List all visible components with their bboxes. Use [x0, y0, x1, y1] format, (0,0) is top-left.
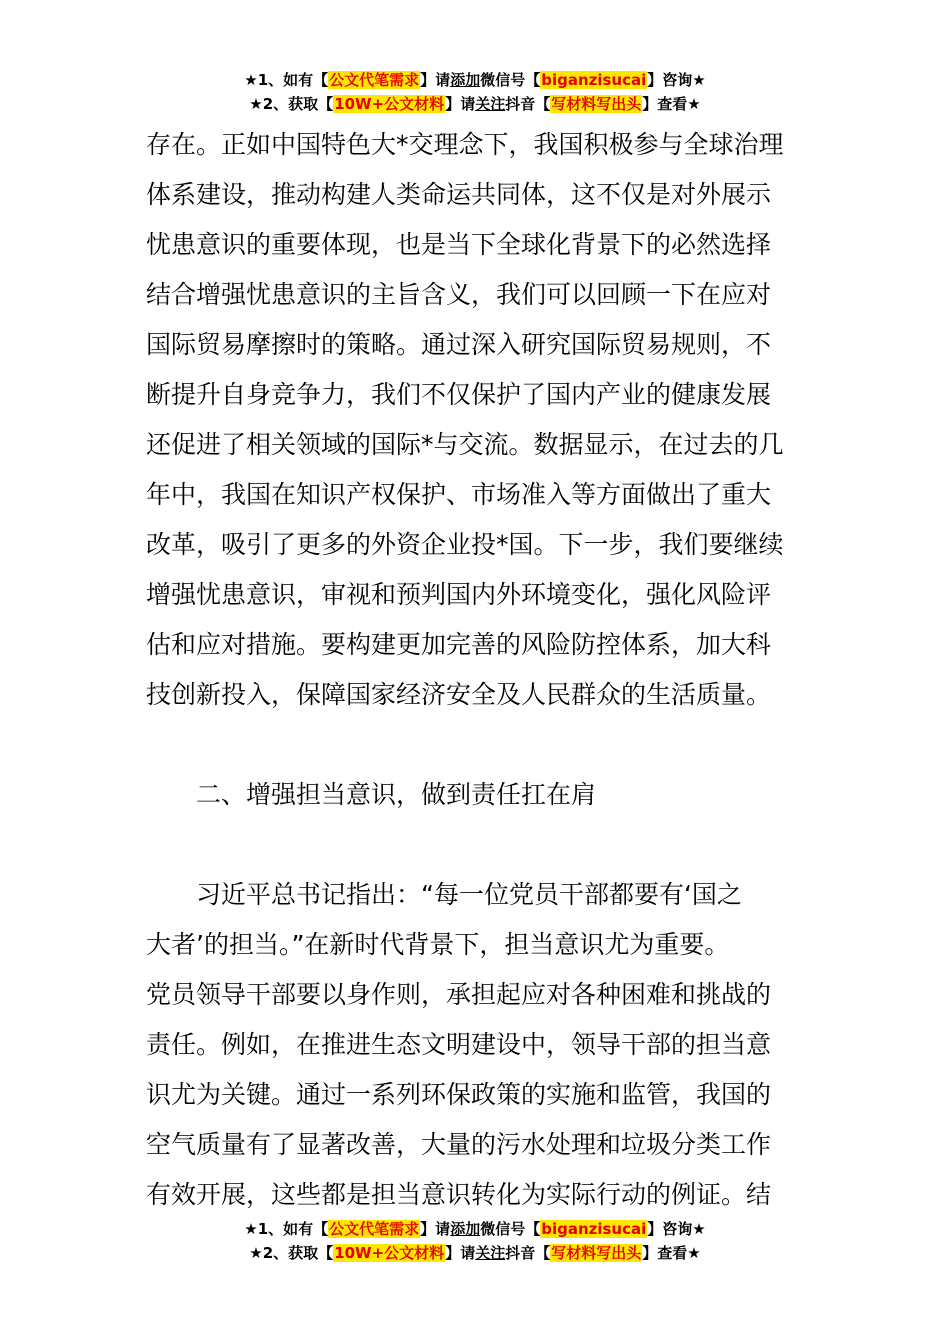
banner-text: 】请: [445, 1244, 476, 1262]
footer-banner: [0, 1217, 950, 1265]
banner-text: 微信号【: [480, 71, 541, 89]
banner-row-1: [0, 68, 950, 92]
banner-highlight: 10W+公文材料: [334, 95, 445, 113]
text-line: 断提升自身竞争力，我们不仅保护了国内产业的健康发展: [146, 380, 772, 409]
text-line: 技创新投入，保障国家经济安全及人民群众的生活质量。: [146, 680, 772, 709]
banner-text: 抖音【: [505, 95, 551, 113]
banner-text: 】请: [445, 95, 476, 113]
banner-row-2: [0, 1241, 950, 1265]
banner-underlined-text: 关注: [475, 95, 506, 113]
text-line: 空气质量有了显著改善，大量的污水处理和垃圾分类工作: [146, 1130, 772, 1159]
header-banner: [0, 68, 950, 116]
banner-highlight: biganzisucai: [541, 71, 647, 89]
document-body: [146, 120, 808, 1220]
text-line: 增强忧患意识，审视和预判国内外环境变化，强化风险评: [146, 580, 772, 609]
banner-highlight: 写材料写出头: [551, 1244, 642, 1262]
text-line: 改革，吸引了更多的外资企业投*国。下一步，我们要继续: [146, 530, 784, 559]
banner-text: 】咨询★: [647, 1220, 706, 1238]
banner-text: 】请: [420, 1220, 451, 1238]
text-line: 存在。正如中国特色大*交理念下，我国积极参与全球治理: [146, 130, 784, 159]
banner-text: ★2、获取【: [249, 95, 334, 113]
paragraph-1: [146, 120, 808, 720]
banner-text: 抖音【: [505, 1244, 551, 1262]
banner-highlight: 写材料写出头: [551, 95, 642, 113]
paragraph-gap: [146, 720, 808, 770]
text-line: 年中，我国在知识产权保护、市场准入等方面做出了重大: [146, 480, 772, 509]
banner-highlight: 10W+公文材料: [334, 1244, 445, 1262]
text-line: 结合增强忧患意识的主旨含义，我们可以回顾一下在应对: [146, 280, 772, 309]
banner-underlined-text: 添加: [450, 71, 481, 89]
text-line: 体系建设，推动构建人类命运共同体，这不仅是对外展示: [146, 180, 772, 209]
banner-row-1: [0, 1217, 950, 1241]
banner-underlined-text: 关注: [475, 1244, 506, 1262]
text-line: 识尤为关键。通过一系列环保政策的实施和监管，我国的: [146, 1080, 772, 1109]
text-line: 有效开展，这些都是担当意识转化为实际行动的例证。结: [146, 1180, 772, 1209]
banner-text: 】咨询★: [647, 71, 706, 89]
banner-text: 】查看★: [642, 1244, 701, 1262]
banner-highlight: biganzisucai: [541, 1220, 647, 1238]
text-line: 忧患意识的重要体现，也是当下全球化背景下的必然选择: [146, 230, 772, 259]
banner-text: 】请: [420, 71, 451, 89]
text-line: 大者’的担当。”在新时代背景下，担当意识尤为重要。: [146, 930, 730, 959]
text-line: 国际贸易摩擦时的策略。通过深入研究国际贸易规则，不: [146, 330, 772, 359]
paragraph-2: [146, 870, 808, 1220]
banner-highlight: 公文代笔需求: [329, 71, 420, 89]
text-line: 习近平总书记指出：“每一位党员干部都要有‘国之: [196, 880, 742, 909]
text-line: 还促进了相关领域的国际*与交流。数据显示，在过去的几: [146, 430, 784, 459]
section-heading: 二、增强担当意识，做到责任扛在肩: [196, 780, 597, 809]
banner-highlight: 公文代笔需求: [329, 1220, 420, 1238]
banner-text: 】查看★: [642, 95, 701, 113]
text-line: 党员领导干部要以身作则，承担起应对各种困难和挑战的: [146, 980, 772, 1009]
text-line: 责任。例如，在推进生态文明建设中，领导干部的担当意: [146, 1030, 772, 1059]
banner-text: ★2、获取【: [249, 1244, 334, 1262]
banner-text: ★1、如有【: [244, 71, 329, 89]
banner-row-2: [0, 92, 950, 116]
banner-text: 微信号【: [480, 1220, 541, 1238]
paragraph-gap: [146, 820, 808, 870]
banner-text: ★1、如有【: [244, 1220, 329, 1238]
text-line: 估和应对措施。要构建更加完善的风险防控体系，加大科: [146, 630, 772, 659]
banner-underlined-text: 添加: [450, 1220, 481, 1238]
